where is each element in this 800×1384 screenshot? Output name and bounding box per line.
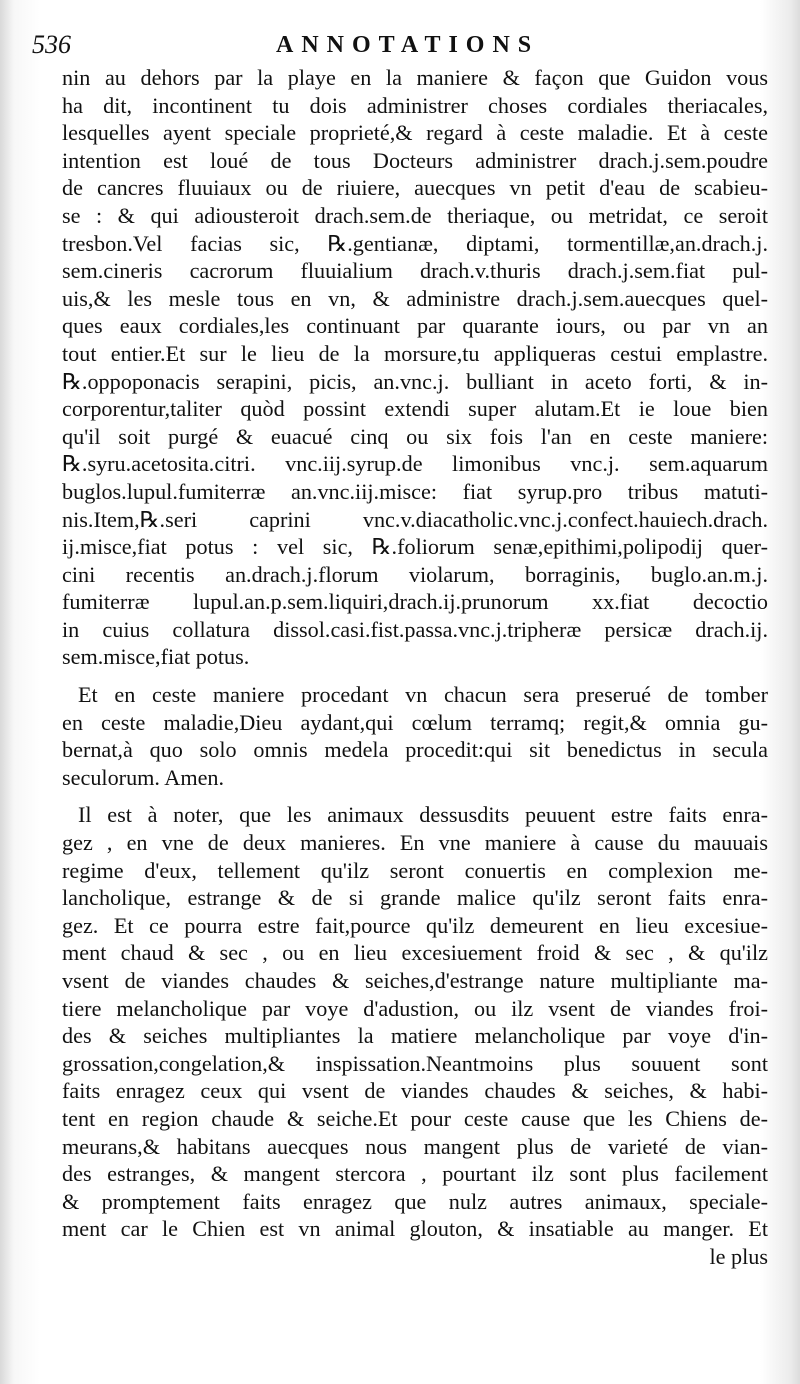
text-line: lesquelles ayent speciale proprieté,& regard à ceste maladie. Et à ceste: [62, 120, 768, 146]
text-line: buglos.lupul.fumiterræ an.vnc.iij.misce: fiat syrup.pro tribus matuti-: [62, 478, 768, 504]
text-line: se : & qui adiousteroit drach.sem.de theriaque, ou metridat, ce seroit: [62, 202, 768, 228]
text-line: ment chaud & sec , ou en lieu excesiuement froid & sec , & qu'ilz: [62, 940, 768, 966]
text-line: ℞.oppoponacis serapini, picis, an.vnc.j. bulliant in aceto forti, & in-: [62, 368, 768, 394]
running-head: ANNOTATIONS: [276, 32, 540, 58]
catchword: le plus: [709, 1243, 768, 1269]
text-line: ques eaux cordiales,les continuant par quarante iours, ou par vn an: [62, 313, 768, 339]
text-line: des & seiches multipliantes la matiere melancholique par voye d'in-: [62, 1023, 768, 1049]
text-line: tent en region chaude & seiche.Et pour ceste cause que les Chiens de-: [62, 1105, 768, 1131]
text-line: meurans,& habitans auecques nous mangent plus de varieté de vian-: [62, 1133, 768, 1159]
text-line: des estranges, & mangent stercora , pourtant ilz sont plus facilement: [62, 1161, 768, 1187]
text-line: bernat,à quo solo omnis medela procedit:qui sit benedictus in secula: [62, 737, 768, 763]
text-line: sem.misce,fiat potus.: [62, 644, 250, 670]
text-line: grossation,congelation,& inspissation.Neantmoins plus souuent sont: [62, 1050, 768, 1076]
text-line: vsent de viandes chaudes & seiches,d'estrange nature multipliante ma-: [62, 968, 768, 993]
text-line: qu'il soit purgé & euacué cinq ou six fois l'an en ceste maniere:: [62, 423, 768, 449]
paragraph: [62, 801, 768, 1243]
paragraph: [62, 64, 768, 671]
text-line: en ceste maladie,Dieu aydant,qui cœlum terramq; regit,& omnia gu-: [62, 709, 768, 735]
text-line: lancholique, estrange & de si grande malice qu'ilz seront faits enra-: [62, 885, 768, 911]
text-line: intention est loué de tous Docteurs administrer drach.j.sem.poudre: [62, 147, 768, 173]
text-line: uis,& les mesle tous en vn, & administre drach.j.sem.auecques quel-: [62, 285, 768, 311]
text-line: tiere melancholique par voye d'adustion, ou ilz vsent de viandes froi-: [62, 995, 768, 1021]
text-line: ment car le Chien est vn animal glouton, & insatiable au manger. Et: [62, 1216, 768, 1242]
text-line: gez , en vne de deux manieres. En vne maniere à cause du mauuais: [62, 830, 768, 856]
text-body: [62, 64, 768, 1271]
text-line: corporentur,taliter quòd possint extendi super alutam.Et ie loue bien: [62, 396, 768, 422]
text-line: faits enragez ceux qui vsent de viandes chaudes & seiches, & habi-: [62, 1078, 768, 1104]
text-line: fumiterræ lupul.an.p.sem.liquiri,drach.ij.prunorum xx.fiat decoctio: [62, 589, 768, 615]
text-line: Et en ceste maniere procedant vn chacun sera preserué de tomber: [78, 682, 768, 708]
page-number: 536: [32, 30, 71, 59]
text-line: de cancres fluuiaux ou de riuiere, auecques vn petit d'eau de scabieu-: [62, 175, 768, 201]
text-line: nin au dehors par la playe en la maniere & façon que Guidon vous: [62, 65, 768, 90]
text-line: ℞.syru.acetosita.citri. vnc.iij.syrup.de limonibus vnc.j. sem.aquarum: [62, 451, 768, 477]
text-line: tresbon.Vel facias sic, ℞.gentianæ, diptami, tormentillæ,an.drach.j.: [62, 230, 768, 256]
text-line: & promptement faits enragez que nulz autres animaux, speciale-: [62, 1188, 768, 1214]
text-line: ha dit, incontinent tu dois administrer choses cordiales theriacales,: [62, 92, 768, 118]
text-line: in cuius collatura dissol.casi.fist.passa.vnc.j.tripheræ persicæ drach.ij.: [62, 616, 768, 642]
text-line: ij.misce,fiat potus : vel sic, ℞.foliorum senæ,epithimi,polipodij quer-: [62, 534, 768, 560]
page-header: [26, 24, 766, 60]
text-line: tout entier.Et sur le lieu de la morsure,tu appliqueras cestui emplastre.: [62, 340, 768, 366]
text-line: cini recentis an.drach.j.florum violarum, borraginis, buglo.an.m.j.: [62, 561, 768, 587]
text-line: Il est à noter, que les animaux dessusdits peuuent estre faits enra-: [78, 802, 768, 828]
text-line: gez. Et ce pourra estre fait,pource qu'ilz demeurent en lieu excesiue-: [62, 912, 768, 938]
text-line: sem.cineris cacrorum fluuialium drach.v.thuris drach.j.sem.fiat pul-: [62, 258, 768, 284]
text-line: nis.Item,℞.seri caprini vnc.v.diacatholic.vnc.j.confect.hauiech.drach.: [62, 506, 768, 532]
paragraph: [62, 681, 768, 791]
text-line: regime d'eux, tellement qu'ilz seront conuertis en complexion me-: [62, 857, 768, 883]
text-line: seculorum. Amen.: [62, 764, 225, 790]
